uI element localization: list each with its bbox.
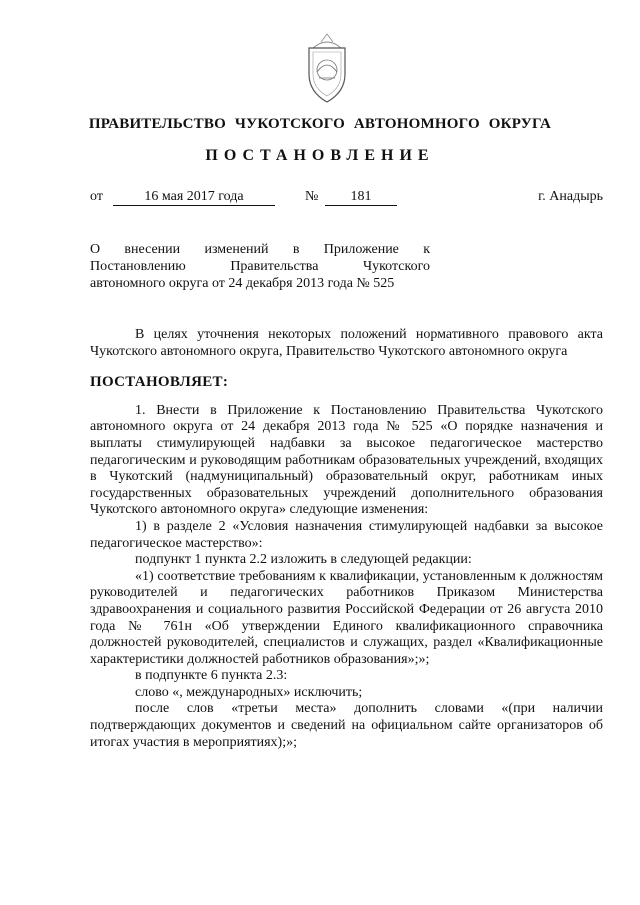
subject-line: Постановлению Правительства Чукотского (90, 259, 430, 274)
document-date (113, 189, 275, 206)
body-paragraph: слово «, международных» исключить; (135, 684, 363, 700)
number-label: № (305, 189, 319, 204)
body-paragraph: 1. Внести в Приложение к Постановлению Правительства Чукотского автономного округа от 24 декабря 2013 года № 525 «О порядке назначения и выплаты стимулирующей надбавки за высокое педагогическое мастерство педагогическим и руководящим работникам образовательных учреждений, входящих в Чукотский (надмуниципальный) образовательный округ, работникам иных государственных образовательных учреждений дополнительного образования Чукотского автономного округа» следующие изменения: (90, 402, 603, 518)
document-type-title: ПОСТАНОВЛЕНИЕ (205, 147, 435, 164)
document-number (325, 189, 397, 206)
intro-paragraph: В целях уточнения некоторых положений нормативного правового акта Чукотского автономного округа, Правительство Чукотского автономного округа (90, 327, 603, 359)
body-paragraph: после слов «третьи места» дополнить словами «(при наличии подтверждающих документов и сведений на официальном сайте организаторов об итогах участия в мероприятиях);»; (90, 701, 603, 750)
document-body (90, 327, 603, 751)
coat-of-arms-icon (305, 28, 349, 106)
government-title: ПРАВИТЕЛЬСТВО ЧУКОТСКОГО АВТОНОМНОГО ОКРУГА (88, 116, 552, 132)
document-date-text: 16 мая 2017 года (144, 189, 244, 204)
document-subject (90, 241, 430, 292)
date-number-row (90, 189, 603, 211)
body-paragraph: подпункт 1 пункта 2.2 изложить в следующей редакции: (135, 552, 472, 568)
body-paragraph: в подпункте 6 пункта 2.3: (135, 668, 288, 684)
body-paragraph: «1) соответствие требованиям к квалификации, установленным к должностям руководителей и педагогических работников Приказом Министерства здравоохранения и социального развития Российской Федерации от 26 августа 2010 года № 761н «Об утверждении Единого квалификационного справочника должностей руководителей, специалистов и служащих, раздел «Квалификационные характеристики должностей работников образования»;»; (90, 568, 603, 667)
from-label: от (90, 189, 103, 204)
document-number-text: 181 (350, 189, 372, 204)
city: г. Анадырь (538, 189, 603, 204)
subject-line: автономного округа от 24 декабря 2013 года № 525 (90, 276, 395, 291)
subject-line: О внесении изменений в Приложение к (90, 242, 430, 257)
decree-heading: ПОСТАНОВЛЯЕТ: (90, 374, 229, 391)
body-paragraph: 1) в разделе 2 «Условия назначения стимулирующей надбавки за высокое педагогическое мастерство»: (90, 518, 603, 551)
